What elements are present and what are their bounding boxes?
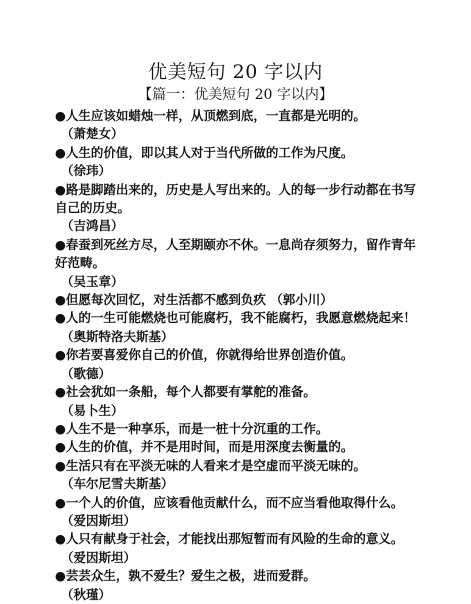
list-item xyxy=(55,346,417,383)
bullet-icon: ● xyxy=(55,144,66,160)
quote-body: 路是脚踏出来的，历史是人写出来的。人的每一步行动都在书写自己的历史。 xyxy=(55,181,416,216)
bullet-icon: ● xyxy=(55,108,66,123)
quote-body: 人生不是一种享乐，而是一桩十分沉重的工作。 xyxy=(65,420,329,436)
list-item xyxy=(55,309,417,346)
quote-author: （易卜生） xyxy=(61,402,124,418)
quote-author: （徐玮） xyxy=(61,163,112,179)
quote-body: 社会犹如一条船，每个人都要有掌舵的准备。 xyxy=(65,384,316,400)
quote-text xyxy=(55,457,417,475)
quote-text xyxy=(55,438,417,456)
quote-body: 春蚕到死丝方尽，人至期颐亦不休。一息尚存须努力，留作青年好范畴。 xyxy=(55,236,416,271)
quote-text xyxy=(55,383,417,401)
quote-text xyxy=(55,346,417,364)
quote-body: 芸芸众生，孰不爱生？爱生之极，进而爱群。 xyxy=(65,568,316,584)
quote-body: 一个人的价值，应该看他贡献什么，而不应当看他取得什么。 xyxy=(65,494,404,510)
quote-text xyxy=(55,236,417,273)
quote-text xyxy=(55,420,417,438)
list-item xyxy=(55,420,417,438)
quote-body: 生活只有在平淡无味的人看来才是空虚而平淡无味的。 xyxy=(65,457,366,473)
bullet-icon: ● xyxy=(55,181,66,197)
list-item xyxy=(55,107,417,144)
bullet-icon: ● xyxy=(55,494,66,510)
quote-body: 人生的价值，即以其人对于当代所做的工作为尺度。 xyxy=(65,144,354,160)
list-item xyxy=(55,144,417,181)
bullet-icon: ● xyxy=(55,347,66,363)
bullet-icon: ● xyxy=(55,236,66,252)
quote-body: 人生应该如蜡烛一样，从顶燃到底，一直都是光明的。 xyxy=(65,108,366,123)
list-item xyxy=(55,438,417,456)
quote-author: （爱因斯坦） xyxy=(61,512,137,528)
bullet-icon: ● xyxy=(55,568,66,584)
bullet-icon: ● xyxy=(55,384,66,400)
quote-text xyxy=(55,291,417,309)
quote-body: 你若要喜爱你自己的价值，你就得给世界创造价值。 xyxy=(65,347,354,363)
quote-body: 人生的价值，并不是用时间，而是用深度去衡量的。 xyxy=(65,439,354,455)
quote-author: （车尔尼雪夫斯基） xyxy=(61,476,174,492)
list-item xyxy=(55,494,417,531)
quote-author: （爱因斯坦） xyxy=(61,549,137,565)
quote-body: 人只有献身于社会，才能找出那短暂而有风险的生命的意义。 xyxy=(65,531,404,547)
quote-text xyxy=(55,567,417,585)
quote-text xyxy=(55,107,417,125)
list-item xyxy=(55,181,417,236)
quote-author: （奥斯特洛夫斯基） xyxy=(61,328,174,344)
bullet-icon: ● xyxy=(55,439,66,455)
quote-text xyxy=(55,309,417,327)
list-item xyxy=(55,567,417,604)
quote-body: 人的一生可能燃烧也可能腐朽，我不能腐朽，我愿意燃烧起来！ xyxy=(65,310,416,326)
quote-author: （歌德） xyxy=(61,365,112,381)
bullet-icon: ● xyxy=(55,310,66,326)
quote-author: （萧楚女） xyxy=(61,126,124,142)
quote-body: 但愿每次回忆，对生活都不感到负疚 （郭小川） xyxy=(65,292,333,308)
quote-author: （吉鸿昌） xyxy=(61,218,124,234)
quote-text xyxy=(55,181,417,218)
bullet-icon: ● xyxy=(55,292,66,308)
bullet-icon: ● xyxy=(55,420,66,436)
list-item xyxy=(55,530,417,567)
bullet-icon: ● xyxy=(55,531,66,547)
list-item xyxy=(55,236,417,291)
document-title: 优美短句 20 字以内 xyxy=(148,61,323,83)
list-item xyxy=(55,291,417,309)
list-item xyxy=(55,383,417,420)
document-subtitle: 【篇一：优美短句 20 字以内】 xyxy=(138,87,333,103)
quote-list xyxy=(55,107,417,604)
quote-text xyxy=(55,494,417,512)
quote-author: （吴玉章） xyxy=(61,273,124,289)
quote-author: （秋瑾） xyxy=(61,586,112,602)
quote-text xyxy=(55,530,417,548)
bullet-icon: ● xyxy=(55,457,66,473)
quote-text xyxy=(55,144,417,162)
list-item xyxy=(55,457,417,494)
